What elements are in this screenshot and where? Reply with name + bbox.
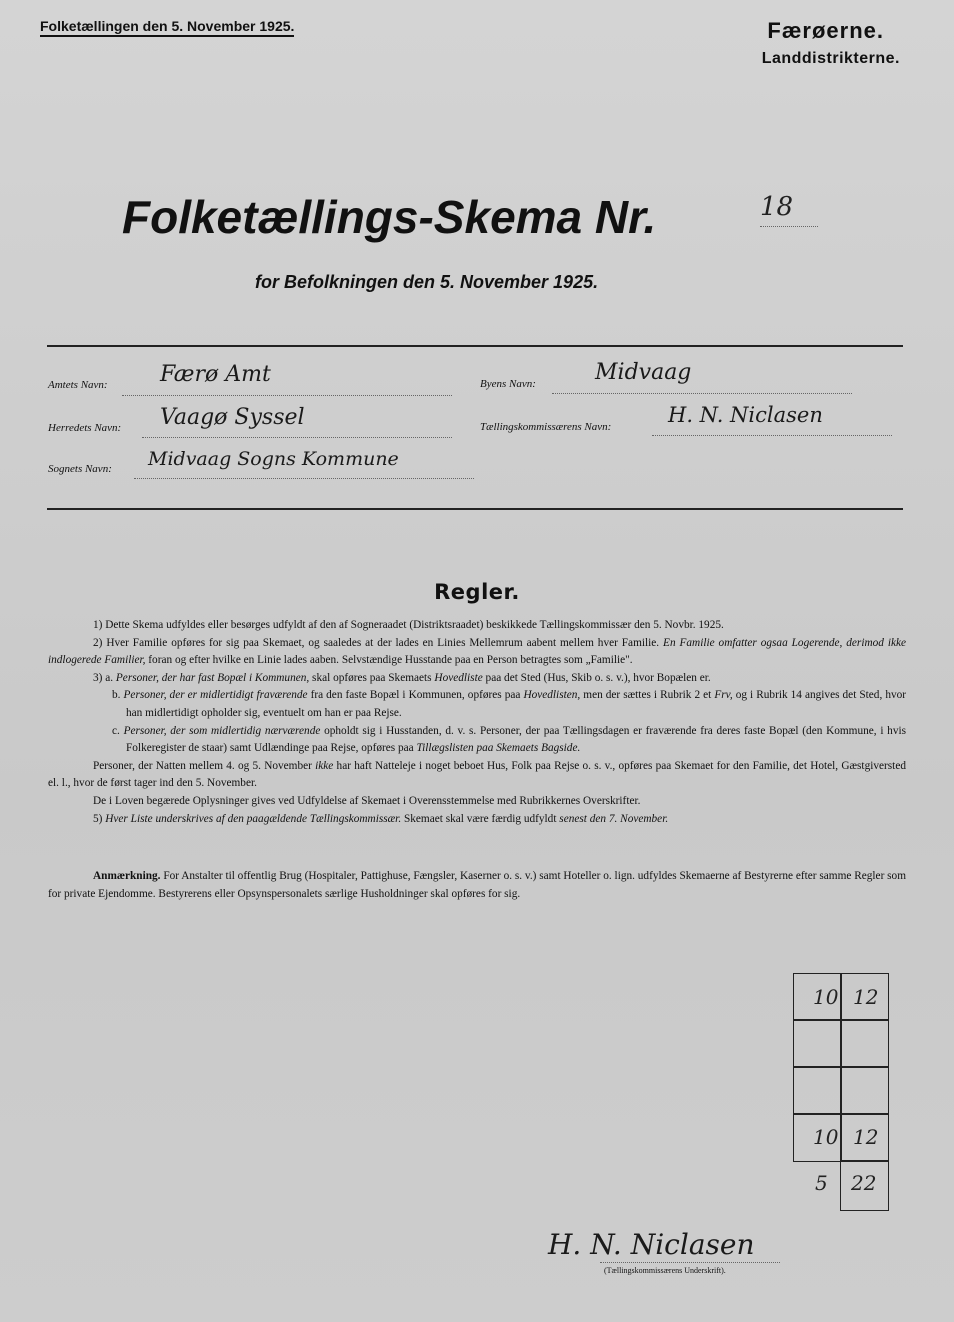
rule-3b-text: fra den faste Bopæl i Kommunen, opføres paa	[310, 689, 521, 702]
form-subtitle: for Befolkningen den 5. November 1925.	[255, 272, 599, 292]
kommissaer-value: H. N. Niclasen	[668, 403, 823, 427]
rule-3c-text: opholdt sig i Husstanden, d. v. s. Personer, der paa Tællingsdagen er fraværende fra deres faste Bopæl (den Kommune, i hvis Folkeregister de staar) samt Udlændinge paa Rejse, opføres paa	[126, 724, 907, 755]
rule-2	[48, 635, 906, 670]
rule-3b-text-end: og i Rubrik 14 angives det Sted, hvor han midlertidigt opholder sig, eventuelt om han er paa Rejse.	[126, 689, 907, 719]
tally-value: 10	[813, 1125, 839, 1149]
fields-divider	[47, 508, 903, 510]
tally-cell	[793, 1019, 842, 1068]
form-number: 18	[760, 192, 794, 222]
remark-text: For Anstalter til offentlig Brug (Hospitaler, Pattighuse, Fængsler, Kaserner o. s. v.) samt Hoteller o. lign. udfyldes Skemaerne af Bestyrerne efter samme Regler som for private Ejendomme. Bestyrerens eller Opsynspersonalets særlige Husholdninger skal opføres for sig.	[48, 870, 906, 900]
tally-value: 12	[853, 985, 879, 1009]
rule-3b-text-2: men der sættes i Rubrik 2 et	[583, 689, 712, 702]
herred-value: Vaagø Syssel	[160, 405, 305, 430]
tally-cell	[840, 1019, 889, 1068]
rule-3c-emphasis-2: Tillægslisten paa Skemaets Bagside.	[416, 742, 581, 755]
signature-line	[600, 1262, 780, 1263]
rule-5-text: Skemaet skal være færdig udfyldt	[403, 812, 557, 825]
rule-3c-emphasis: Personer, der som midlertidig nærværende	[123, 724, 321, 737]
by-label: Byens Navn:	[480, 378, 536, 390]
remark-note	[48, 868, 906, 903]
rule-4: De i Loven begærede Oplysninger gives ved Udfyldelse af Skemaet i Overensstemmelse med Rubrikkernes Overskrifter.	[93, 794, 641, 807]
rule-3b-emphasis: Personer, der er midlertidigt fraværende	[123, 689, 308, 702]
herred-label: Herredets Navn:	[48, 422, 122, 434]
kommissaer-line	[652, 435, 892, 436]
tally-value: 5	[815, 1171, 828, 1195]
rule-3a-text-end: paa det Sted (Hus, Skib o. s. v.), hvor Bopælen er.	[485, 671, 711, 684]
rule-5	[48, 811, 906, 829]
tally-value: 12	[853, 1125, 879, 1149]
rule-5-emphasis: Hver Liste underskrives af den paagældende Tællingskommissær.	[105, 812, 402, 825]
rules-body	[48, 617, 906, 828]
rule-2-text: 2) Hver Familie opføres for sig paa Skemaet, og saaledes at der lades en Linies Mellemrum aabent mellem hver Familie.	[93, 636, 660, 649]
rule-3d	[48, 758, 906, 793]
rule-3d-text-end: har haft Natteleje i noget beboet Hus, Folk paa Rejse o. s. v., opføres paa Skemaet for den Familie, det Hotel, Gæstgiversted el. l., hvor de først tager ind den 5. November.	[48, 759, 906, 790]
census-date-header: Folketællingen den 5. November 1925.	[40, 18, 294, 37]
rule-2-text-end: foran og efter hvilke en Linie lades aaben. Selvstændige Husstande paa en Person betragtes som „Familie".	[148, 654, 633, 667]
region-header: Færøerne.	[767, 18, 884, 43]
rule-1: 1) Dette Skema udfyldes eller besørges udfyldt af den af Sogneraadet (Distriktsraadet) beskikkede Tællingskommissær den 5. Novbr. 1925.	[93, 619, 724, 631]
tally-value: 22	[851, 1171, 877, 1195]
rule-3c	[48, 723, 906, 758]
rule-3a-text: skal opføres paa Skemaets	[312, 671, 432, 684]
rule-3d-emphasis: ikke	[315, 759, 334, 772]
rule-3d-text: Personer, der Natten mellem 4. og 5. November	[93, 759, 312, 772]
district-header: Landdistrikterne.	[761, 50, 900, 67]
commissioner-signature: H. N. Niclasen	[548, 1228, 755, 1261]
form-number-line	[760, 226, 818, 227]
sogn-line	[134, 478, 474, 479]
kommissaer-label: Tællingskommissærens Navn:	[480, 421, 612, 433]
by-line	[552, 393, 852, 394]
rule-3a-emphasis: Personer, der har fast Bopæl i Kommunen,	[115, 671, 310, 684]
rule-3b-emphasis-3: Frv,	[714, 689, 733, 702]
tally-cell	[793, 1066, 842, 1115]
rule-3b-emphasis-2: Hovedlisten,	[523, 689, 581, 702]
rule-5-number: 5)	[93, 812, 103, 825]
rule-3a-number: 3) a.	[93, 671, 114, 684]
rule-3c-letter: c.	[112, 724, 120, 737]
herred-line	[142, 437, 452, 438]
sogn-label: Sognets Navn:	[48, 463, 112, 475]
by-value: Midvaag	[595, 360, 692, 385]
remark-label: Anmærkning.	[93, 870, 161, 882]
rule-3a	[48, 670, 906, 688]
tally-box	[793, 973, 889, 1211]
rule-5-emphasis-2: senest den 7. November.	[559, 812, 669, 825]
amt-value: Færø Amt	[160, 362, 271, 387]
rule-3b	[48, 687, 906, 722]
rule-3a-emphasis-2: Hovedliste	[434, 671, 483, 684]
tally-value: 10	[813, 985, 839, 1009]
top-divider	[47, 345, 903, 347]
amt-label: Amtets Navn:	[48, 379, 108, 391]
form-title: Folketællings-Skema Nr.	[122, 191, 657, 243]
rules-heading: Regler.	[434, 580, 520, 604]
rule-3b-letter: b.	[112, 689, 121, 702]
signature-caption: (Tællingskommissærens Underskrift).	[604, 1266, 726, 1275]
tally-cell	[840, 1066, 889, 1115]
sogn-value: Midvaag Sogns Kommune	[148, 448, 399, 470]
amt-line	[122, 395, 452, 396]
rule-2-emphasis: En Familie omfatter ogsaa Logerende, derimod ikke indlogerede Familier,	[48, 636, 907, 667]
